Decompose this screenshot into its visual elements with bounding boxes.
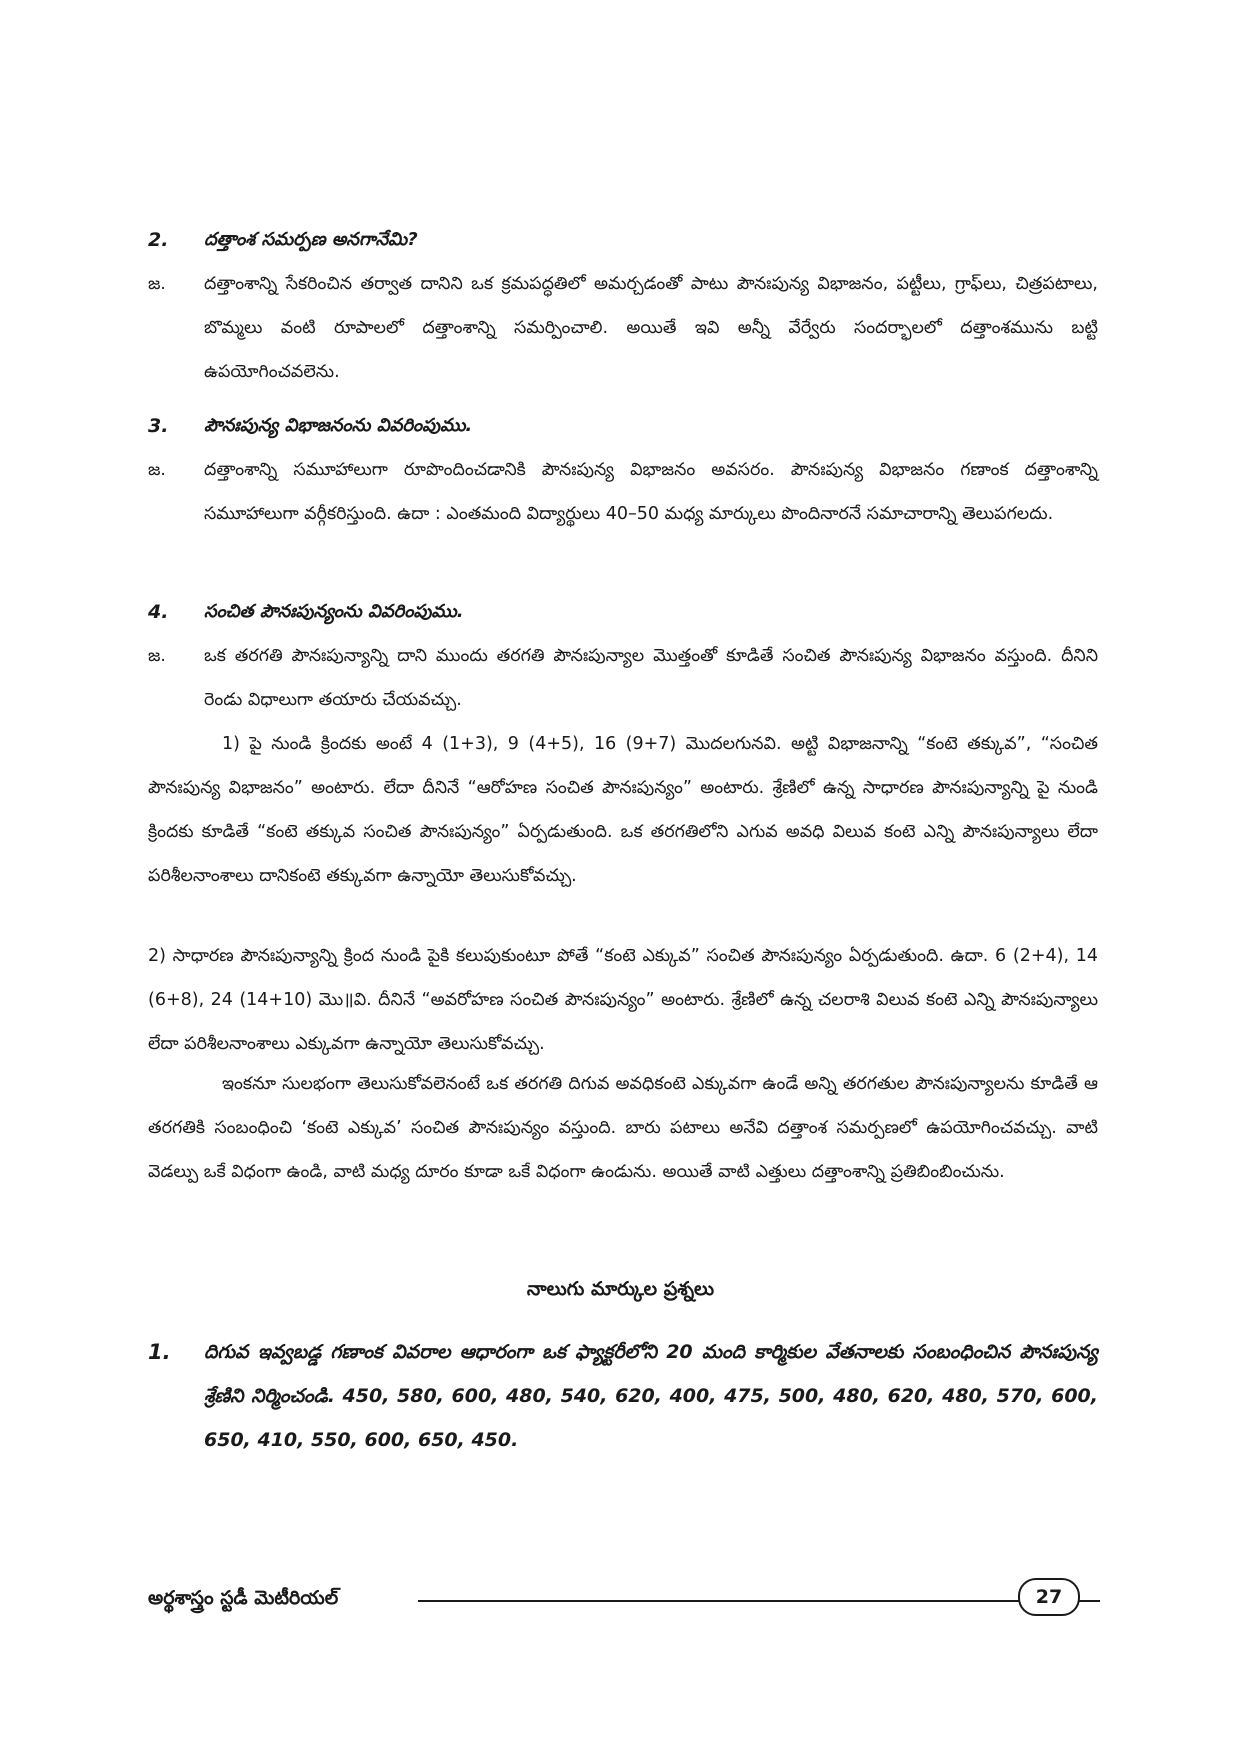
footer-rule <box>418 1600 1100 1602</box>
long-question <box>148 1330 1098 1462</box>
paragraph-summary: ఇంకనూ సులభంగా తెలుసుకోవలెనంటే ఒక తరగతి దిగువ అవధికంటె ఎక్కువగా ఉండే అన్ని తరగతుల పౌనఃపున్యాలను కూడితే ఆ తరగతికి సంబంధించి ‘కంటె ఎక్కువ’ సంచిత పౌనఃపున్యం వస్తుంది. బారు పటాలు అనేవి దత్తాంశ సమర్పణలో ఉపయోగించవచ్చు. వాటి వెడల్పు ఒకే విధంగా ఉండి, వాటి మధ్య దూరం కూడా ఒకే విధంగా ఉండును. అయితే వాటి ఎత్తులు దత్తాంశాన్ని ప్రతిబింబించును. <box>148 1074 1098 1182</box>
question-number: 3. <box>148 415 169 437</box>
question-row <box>148 598 1098 626</box>
footer-title: అర్థశాస్త్రం స్టడీ మెటీరియల్ <box>148 1584 344 1612</box>
answer-row <box>148 448 1098 536</box>
qa-block-3 <box>148 412 1098 536</box>
answer-row <box>148 634 1098 722</box>
answer-label: జ. <box>148 646 166 666</box>
qa-block-2 <box>148 226 1098 394</box>
question-number: 1. <box>148 1340 171 1364</box>
question-row <box>148 412 1098 440</box>
paragraph-descending: 2) సాధారణ పౌనఃపున్యాన్ని క్రింద నుండి పైకి కలుపుకుంటూ పోతే “కంటె ఎక్కువ” సంచిత పౌనఃపున్యం ఏర్పడుతుంది. ఉదా. 6 (2+4), 14 (6+8), 24 (14+10) మొ॥వి. దీనినే “అవరోహణ సంచిత పౌనఃపున్యం” అంటారు. శ్రేణిలో ఉన్న చలరాశి విలువ కంటె ఎన్ని పౌనఃపున్యాలు లేదా పరిశీలనాంశాలు ఎక్కువగా ఉన్నాయో తెలుసుకోవచ్చు. <box>148 946 1098 1054</box>
page-number: 27 <box>1018 1578 1080 1616</box>
question-text: పౌనఃపున్య విభాజనంను వివరింపుము. <box>204 415 473 436</box>
answer-text: దత్తాంశాన్ని సేకరించిన తర్వాత దానిని ఒక క్రమపద్ధతిలో అమర్చడంతో పాటు పౌనఃపున్య విభాజనం, పట్టీలు, గ్రాఫ్‌లు, చిత్రపటాలు, బొమ్మలు వంటి రూపాలలో దత్తాంశాన్ని సమర్పించాలి. అయితే ఇవి అన్నీ వేర్వేరు సందర్భాలలో దత్తాంశమును బట్టి ఉపయోగించవలెను. <box>204 274 1098 382</box>
section-title: నాలుగు మార్కుల ప్రశ్నలు <box>526 1278 715 1300</box>
page-footer <box>148 1578 1100 1618</box>
question-text: దిగువ ఇవ్వబడ్డ గణాంక వివరాల ఆధారంగా ఒక ఫ్యాక్టరీలోని 20 మంది కార్మికుల వేతనాలకు సంబంధించిన పౌనఃపున్య శ్రేణిని నిర్మించండి. 450, 580, 600, 480, 540, 620, 400, 475, 500, 480, 620, 480, 570, 600, 650, 410, 550, 600, 650, 450. <box>204 1341 1098 1451</box>
question-text: దత్తాంశ సమర్పణ అనగానేమి? <box>204 229 418 250</box>
answer-text: ఒక తరగతి పౌనఃపున్యాన్ని దాని ముందు తరగతి పౌనఃపున్యాల మొత్తంతో కూడితే సంచిత పౌనఃపున్య విభాజనం వస్తుంది. దీనిని రెండు విధాలుగా తయారు చేయవచ్చు. <box>204 646 1098 710</box>
qa-block-4 <box>148 598 1098 722</box>
paragraph-ascending: 1) పై నుండి క్రిందకు అంటే 4 (1+3), 9 (4+5), 16 (9+7) మొదలగునవి. అట్టి విభాజనాన్ని “కంటె తక్కువ”, “సంచిత పౌనఃపున్య విభాజనం” అంటారు. లేదా దీనినే “ఆరోహణ సంచిత పౌనఃపున్యం” అంటారు. శ్రేణిలో ఉన్న సాధారణ పౌనఃపున్యాన్ని పై నుండి క్రిందకు కూడితే “కంటె తక్కువ సంచిత పౌనఃపున్యం” ఏర్పడుతుంది. ఒక తరగతిలోని ఎగువ అవధి విలువ కంటె ఎన్ని పౌనఃపున్యాలు లేదా పరిశీలనాంశాలు దానికంటె తక్కువగా ఉన్నాయో తెలుసుకోవచ్చు. <box>148 734 1098 886</box>
question-text: సంచిత పౌనఃపున్యంను వివరింపుము. <box>204 601 464 622</box>
answer-text: దత్తాంశాన్ని సమూహాలుగా రూపొందించడానికి పౌనఃపున్య విభాజనం అవసరం. పౌనఃపున్య విభాజనం గణాంక దత్తాంశాన్ని సమూహాలుగా వర్గీకరిస్తుంది. ఉదా : ఎంతమంది విద్యార్థులు 40–50 మధ్య మార్కులు పొందినారనే సమాచారాన్ని తెలుపగలదు. <box>204 460 1098 524</box>
question-number: 4. <box>148 601 169 623</box>
question-row <box>148 226 1098 254</box>
answer-row <box>148 262 1098 394</box>
question-number: 2. <box>148 229 169 251</box>
answer-label: జ. <box>148 460 166 480</box>
answer-label: జ. <box>148 274 166 294</box>
